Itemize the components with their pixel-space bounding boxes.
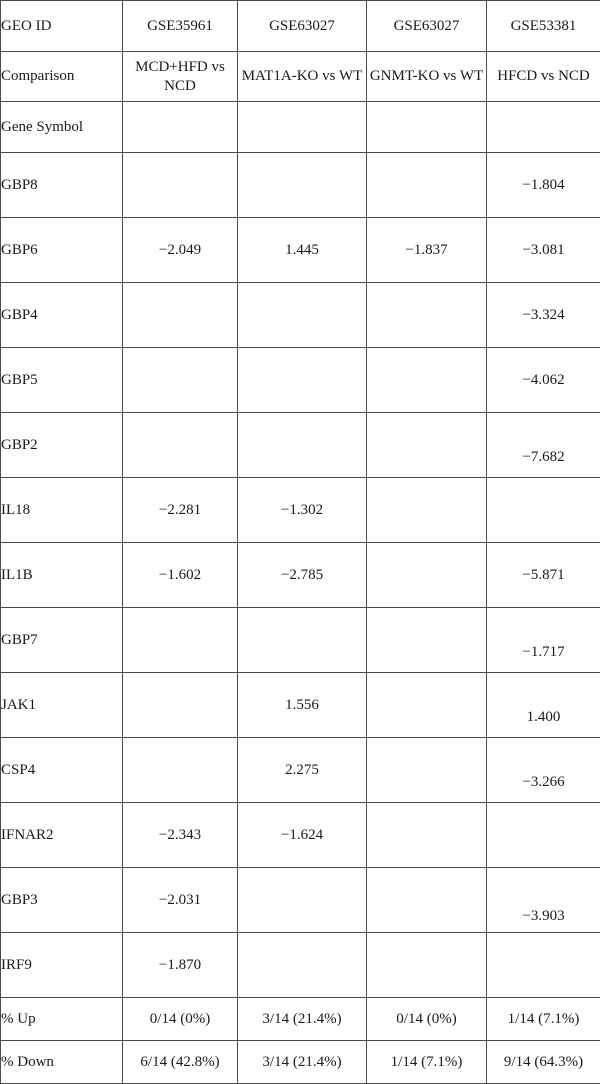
table-row [1,803,600,868]
value-cell [487,803,600,868]
summary-label: % Up [1,998,123,1041]
value-cell: 1.400 [487,673,600,738]
value-cell: −3.324 [487,283,600,348]
value-cell [367,283,487,348]
value-cell: −2.343 [123,803,238,868]
comparison-cell: MCD+HFD vs NCD [123,52,238,102]
value-cell [367,348,487,413]
table-row [1,478,600,543]
table-row [1,543,600,608]
value-cell: −2.281 [123,478,238,543]
summary-label: % Down [1,1041,123,1084]
value-cell [123,348,238,413]
value-cell: −1.717 [487,608,600,673]
value-cell [238,868,367,933]
value-cell [238,933,367,998]
table-row [1,348,600,413]
value-cell [238,413,367,478]
table-row [1,608,600,673]
value-cell: −3.266 [487,738,600,803]
gene-symbol: GBP2 [1,413,123,478]
empty-cell [367,102,487,153]
value-cell: 1.445 [238,218,367,283]
gene-symbol-label: Gene Symbol [1,102,123,153]
empty-cell [238,102,367,153]
value-cell [238,348,367,413]
value-cell [367,478,487,543]
value-cell: −4.062 [487,348,600,413]
summary-row-up [1,998,600,1041]
table-row [1,218,600,283]
gene-symbol: IFNAR2 [1,803,123,868]
empty-cell [487,102,600,153]
comparison-row [1,52,600,102]
value-cell [367,413,487,478]
value-cell: −3.081 [487,218,600,283]
value-cell: −2.031 [123,868,238,933]
value-cell: −1.870 [123,933,238,998]
value-cell [367,738,487,803]
summary-row-down [1,1041,600,1084]
value-cell [123,738,238,803]
summary-cell: 1/14 (7.1%) [367,1041,487,1084]
value-cell [123,153,238,218]
value-cell [123,673,238,738]
gene-symbol: IL1B [1,543,123,608]
empty-cell [123,102,238,153]
gene-symbol: IRF9 [1,933,123,998]
value-cell [123,283,238,348]
gene-symbol: GBP6 [1,218,123,283]
value-cell: 2.275 [238,738,367,803]
value-cell: −1.837 [367,218,487,283]
value-cell: −1.804 [487,153,600,218]
value-cell [367,803,487,868]
geo-id-cell: GSE53381 [487,1,600,52]
table-row [1,868,600,933]
gene-symbol: CSP4 [1,738,123,803]
value-cell [238,608,367,673]
value-cell [367,543,487,608]
value-cell [238,153,367,218]
value-cell: −1.624 [238,803,367,868]
value-cell: 1.556 [238,673,367,738]
summary-cell: 3/14 (21.4%) [238,1041,367,1084]
geo-id-label: GEO ID [1,1,123,52]
gene-symbol-row [1,102,600,153]
gene-symbol: JAK1 [1,673,123,738]
geo-id-cell: GSE35961 [123,1,238,52]
summary-cell: 9/14 (64.3%) [487,1041,600,1084]
value-cell [367,153,487,218]
summary-cell: 0/14 (0%) [123,998,238,1041]
table-row [1,738,600,803]
geo-id-cell: GSE63027 [367,1,487,52]
table-row [1,673,600,738]
value-cell [367,868,487,933]
comparison-cell: HFCD vs NCD [487,52,600,102]
summary-cell: 1/14 (7.1%) [487,998,600,1041]
geo-id-row [1,1,600,52]
value-cell: −2.785 [238,543,367,608]
summary-cell: 0/14 (0%) [367,998,487,1041]
value-cell [367,673,487,738]
comparison-label: Comparison [1,52,123,102]
value-cell [367,933,487,998]
gene-symbol: GBP3 [1,868,123,933]
table-row [1,283,600,348]
gene-symbol: GBP7 [1,608,123,673]
value-cell: −3.903 [487,868,600,933]
gene-symbol: GBP4 [1,283,123,348]
table-row [1,933,600,998]
gene-symbol: IL18 [1,478,123,543]
summary-cell: 3/14 (21.4%) [238,998,367,1041]
summary-cell: 6/14 (42.8%) [123,1041,238,1084]
value-cell: −1.302 [238,478,367,543]
geo-id-cell: GSE63027 [238,1,367,52]
gene-symbol: GBP5 [1,348,123,413]
comparison-cell: MAT1A-KO vs WT [238,52,367,102]
value-cell: −7.682 [487,413,600,478]
value-cell [367,608,487,673]
value-cell: −1.602 [123,543,238,608]
value-cell [123,608,238,673]
value-cell [487,478,600,543]
table-row [1,413,600,478]
gene-symbol: GBP8 [1,153,123,218]
value-cell [123,413,238,478]
value-cell: −5.871 [487,543,600,608]
table-row [1,153,600,218]
value-cell [487,933,600,998]
comparison-cell: GNMT-KO vs WT [367,52,487,102]
value-cell [238,283,367,348]
value-cell: −2.049 [123,218,238,283]
